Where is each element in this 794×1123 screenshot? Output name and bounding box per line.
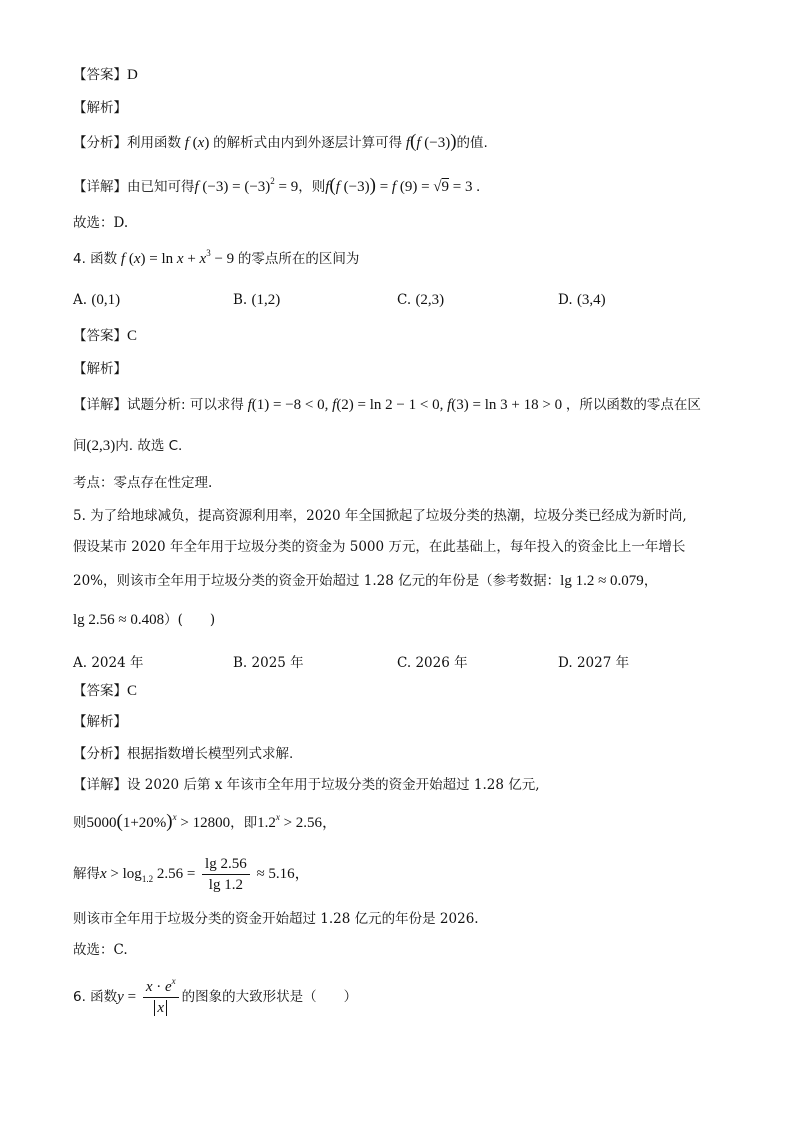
formula: f (x) — [184, 135, 214, 151]
option-value: 2024 年 — [91, 655, 144, 671]
detail-text: 间 — [73, 438, 87, 454]
formula: $5000(1+20\%)^x > 12800$ — [86, 811, 231, 832]
detail-text: 内. 故选 C. — [115, 438, 183, 454]
q5-analysis-line — [73, 713, 734, 731]
option-value: 2026 年 — [415, 655, 468, 671]
formula: f(1) = −8 < 0, f(2) = ln 2 − 1 < 0, f(3) = ln 3 + 18 > 0 — [247, 397, 566, 413]
formula: $x > \log_{1.2} 2.56$ = $\frac{\lg 2.56}{\lg 1.2}$ ≈ 5.16， — [100, 856, 310, 894]
analysis-tag: 【解析】 — [73, 361, 127, 377]
detail-tag: 【详解】 — [73, 179, 127, 195]
q5-conclusion: 故选：C. — [73, 942, 128, 958]
q5-option-a[interactable] — [73, 651, 144, 671]
formula: f $(-3) = (-3)^2 = 9$ — [194, 176, 299, 195]
q4-detail-line2 — [73, 437, 734, 455]
detail-tag: 【详解】 — [73, 777, 127, 793]
q4-options — [73, 292, 734, 312]
fenxi-tag: 【分析】 — [73, 135, 127, 151]
q5-stem-line1: 5. 为了给地球减负，提高资源利用率，2020 年全国掀起了垃圾分类的热潮，垃圾分类已经成为新时尚, — [73, 508, 687, 524]
answer-tag: 【答案】 — [73, 67, 127, 83]
q4-option-b[interactable] — [233, 292, 280, 309]
q4-option-c[interactable] — [397, 292, 444, 309]
answer-tag: 【答案】 — [73, 683, 127, 699]
q5-option-b[interactable] — [233, 651, 304, 671]
option-value: (0,1) — [91, 292, 121, 308]
q3-fenxi-line — [73, 133, 734, 152]
q3-analysis-line — [73, 99, 734, 117]
stem-text: ， — [643, 573, 658, 589]
q6-stem-suffix: 的图象的大致形状是（ ） — [181, 989, 358, 1005]
analysis-tag: 【解析】 — [73, 100, 127, 116]
fenxi-text: 根据指数增长模型列式求解. — [127, 746, 294, 762]
option-value: (1,2) — [251, 292, 281, 308]
option-value: (3,4) — [576, 292, 606, 308]
fenxi-text: 的值. — [456, 135, 488, 151]
q5-stem-line2: 假设某市 2020 年全年用于垃圾分类的资金为 5000 万元，在此基础上，每年投入的资金比上一年增长 — [73, 539, 686, 555]
detail-tag: 【详解】 — [73, 397, 127, 413]
option-letter: A. — [73, 292, 88, 308]
q5-stem-line3 — [73, 572, 734, 590]
q5-fenxi-line — [73, 745, 734, 763]
answer-tag: 【答案】 — [73, 328, 127, 344]
analysis-tag: 【解析】 — [73, 714, 127, 730]
q6-stem-prefix: 6. 函数 — [73, 989, 118, 1005]
option-letter: B. — [233, 655, 248, 671]
q4-stem-prefix: 4. 函数 — [73, 251, 118, 267]
option-letter: A. — [73, 655, 88, 671]
detail-text: 解得 — [73, 866, 100, 882]
option-letter: C. — [397, 655, 412, 671]
q4-option-d[interactable] — [558, 292, 606, 309]
option-value: 2027 年 — [576, 655, 630, 671]
fenxi-text: 的解析式由内到外逐层计算可得 — [213, 135, 403, 151]
q5-stem-line4 — [73, 611, 734, 629]
q4-kaodian: 考点：零点存在性定理. — [73, 475, 213, 491]
q5-detail-line — [73, 776, 734, 794]
option-letter: D. — [558, 655, 573, 671]
option-value: 2025 年 — [251, 655, 304, 671]
option-letter: D. — [558, 292, 573, 308]
formula: lg 2.56 ≈ 0.408 — [73, 612, 165, 628]
answer-value: C — [127, 683, 138, 699]
stem-text: 20%，则该市全年用于垃圾分类的资金开始超过 1.28 亿元的年份是（参考数据： — [73, 573, 561, 589]
q4-option-a[interactable] — [73, 292, 120, 309]
fenxi-text: 利用函数 — [127, 135, 181, 151]
option-letter: B. — [233, 292, 248, 308]
detail-text: 设 2020 后第 x 年该市全年用于垃圾分类的资金开始超过 1.28 亿元, — [127, 777, 540, 793]
detail-text: 由已知可得 — [127, 179, 195, 195]
q5-options — [73, 651, 734, 671]
q6-stem — [73, 975, 734, 1019]
option-letter: C. — [397, 292, 412, 308]
q4-answer-line — [73, 327, 734, 345]
q5-equation2 — [73, 852, 734, 896]
formula: (2,3) — [86, 438, 116, 454]
answer-value: C — [127, 328, 138, 344]
stem-text: ）( ) — [164, 612, 216, 628]
detail-text: ，所以函数的零点在区 — [565, 397, 701, 413]
fenxi-tag: 【分析】 — [73, 746, 127, 762]
q3-answer-line — [73, 66, 734, 84]
detail-text: ，则 — [298, 179, 326, 195]
fraction: $\frac{x \cdot e^x}{x}$ — [143, 977, 179, 1018]
q3-detail-line — [73, 177, 734, 196]
formula: y = $\frac{x \cdot e^x}{x}$ — [117, 989, 181, 1005]
q5-option-d[interactable] — [558, 651, 629, 671]
fraction: $\frac{\lg 2.56}{\lg 1.2}$ — [202, 854, 250, 895]
q5-answer-line — [73, 682, 734, 700]
q5-option-c[interactable] — [397, 651, 468, 671]
detail-text: ，即 — [230, 815, 258, 831]
detail-text: 试题分析: 可以求得 — [127, 397, 244, 413]
answer-value: D — [127, 67, 138, 83]
q4-stem-suffix: 的零点所在的区间为 — [237, 251, 360, 267]
formula: f $(x) = \ln x + x^3 - 9$ — [120, 248, 238, 267]
q4-detail-line — [73, 396, 734, 414]
q4-analysis-line — [73, 360, 734, 378]
q5-conclusion-line: 则该市全年用于垃圾分类的资金开始超过 1.28 亿元的年份是 2026. — [73, 911, 479, 927]
detail-text: 则 — [73, 815, 87, 831]
q4-stem — [73, 250, 734, 268]
formula: f(f (−3)) = f (9) = √9 = 3 . — [325, 175, 480, 196]
q5-equation1 — [73, 813, 734, 832]
q3-conclusion: 故选：D. — [73, 215, 129, 231]
formula: $1.2^x > 2.56$， — [257, 812, 338, 831]
formula: lg 1.2 ≈ 0.079 — [560, 573, 644, 589]
option-value: (2,3) — [415, 292, 445, 308]
formula: f(f (−3)) — [405, 131, 457, 152]
